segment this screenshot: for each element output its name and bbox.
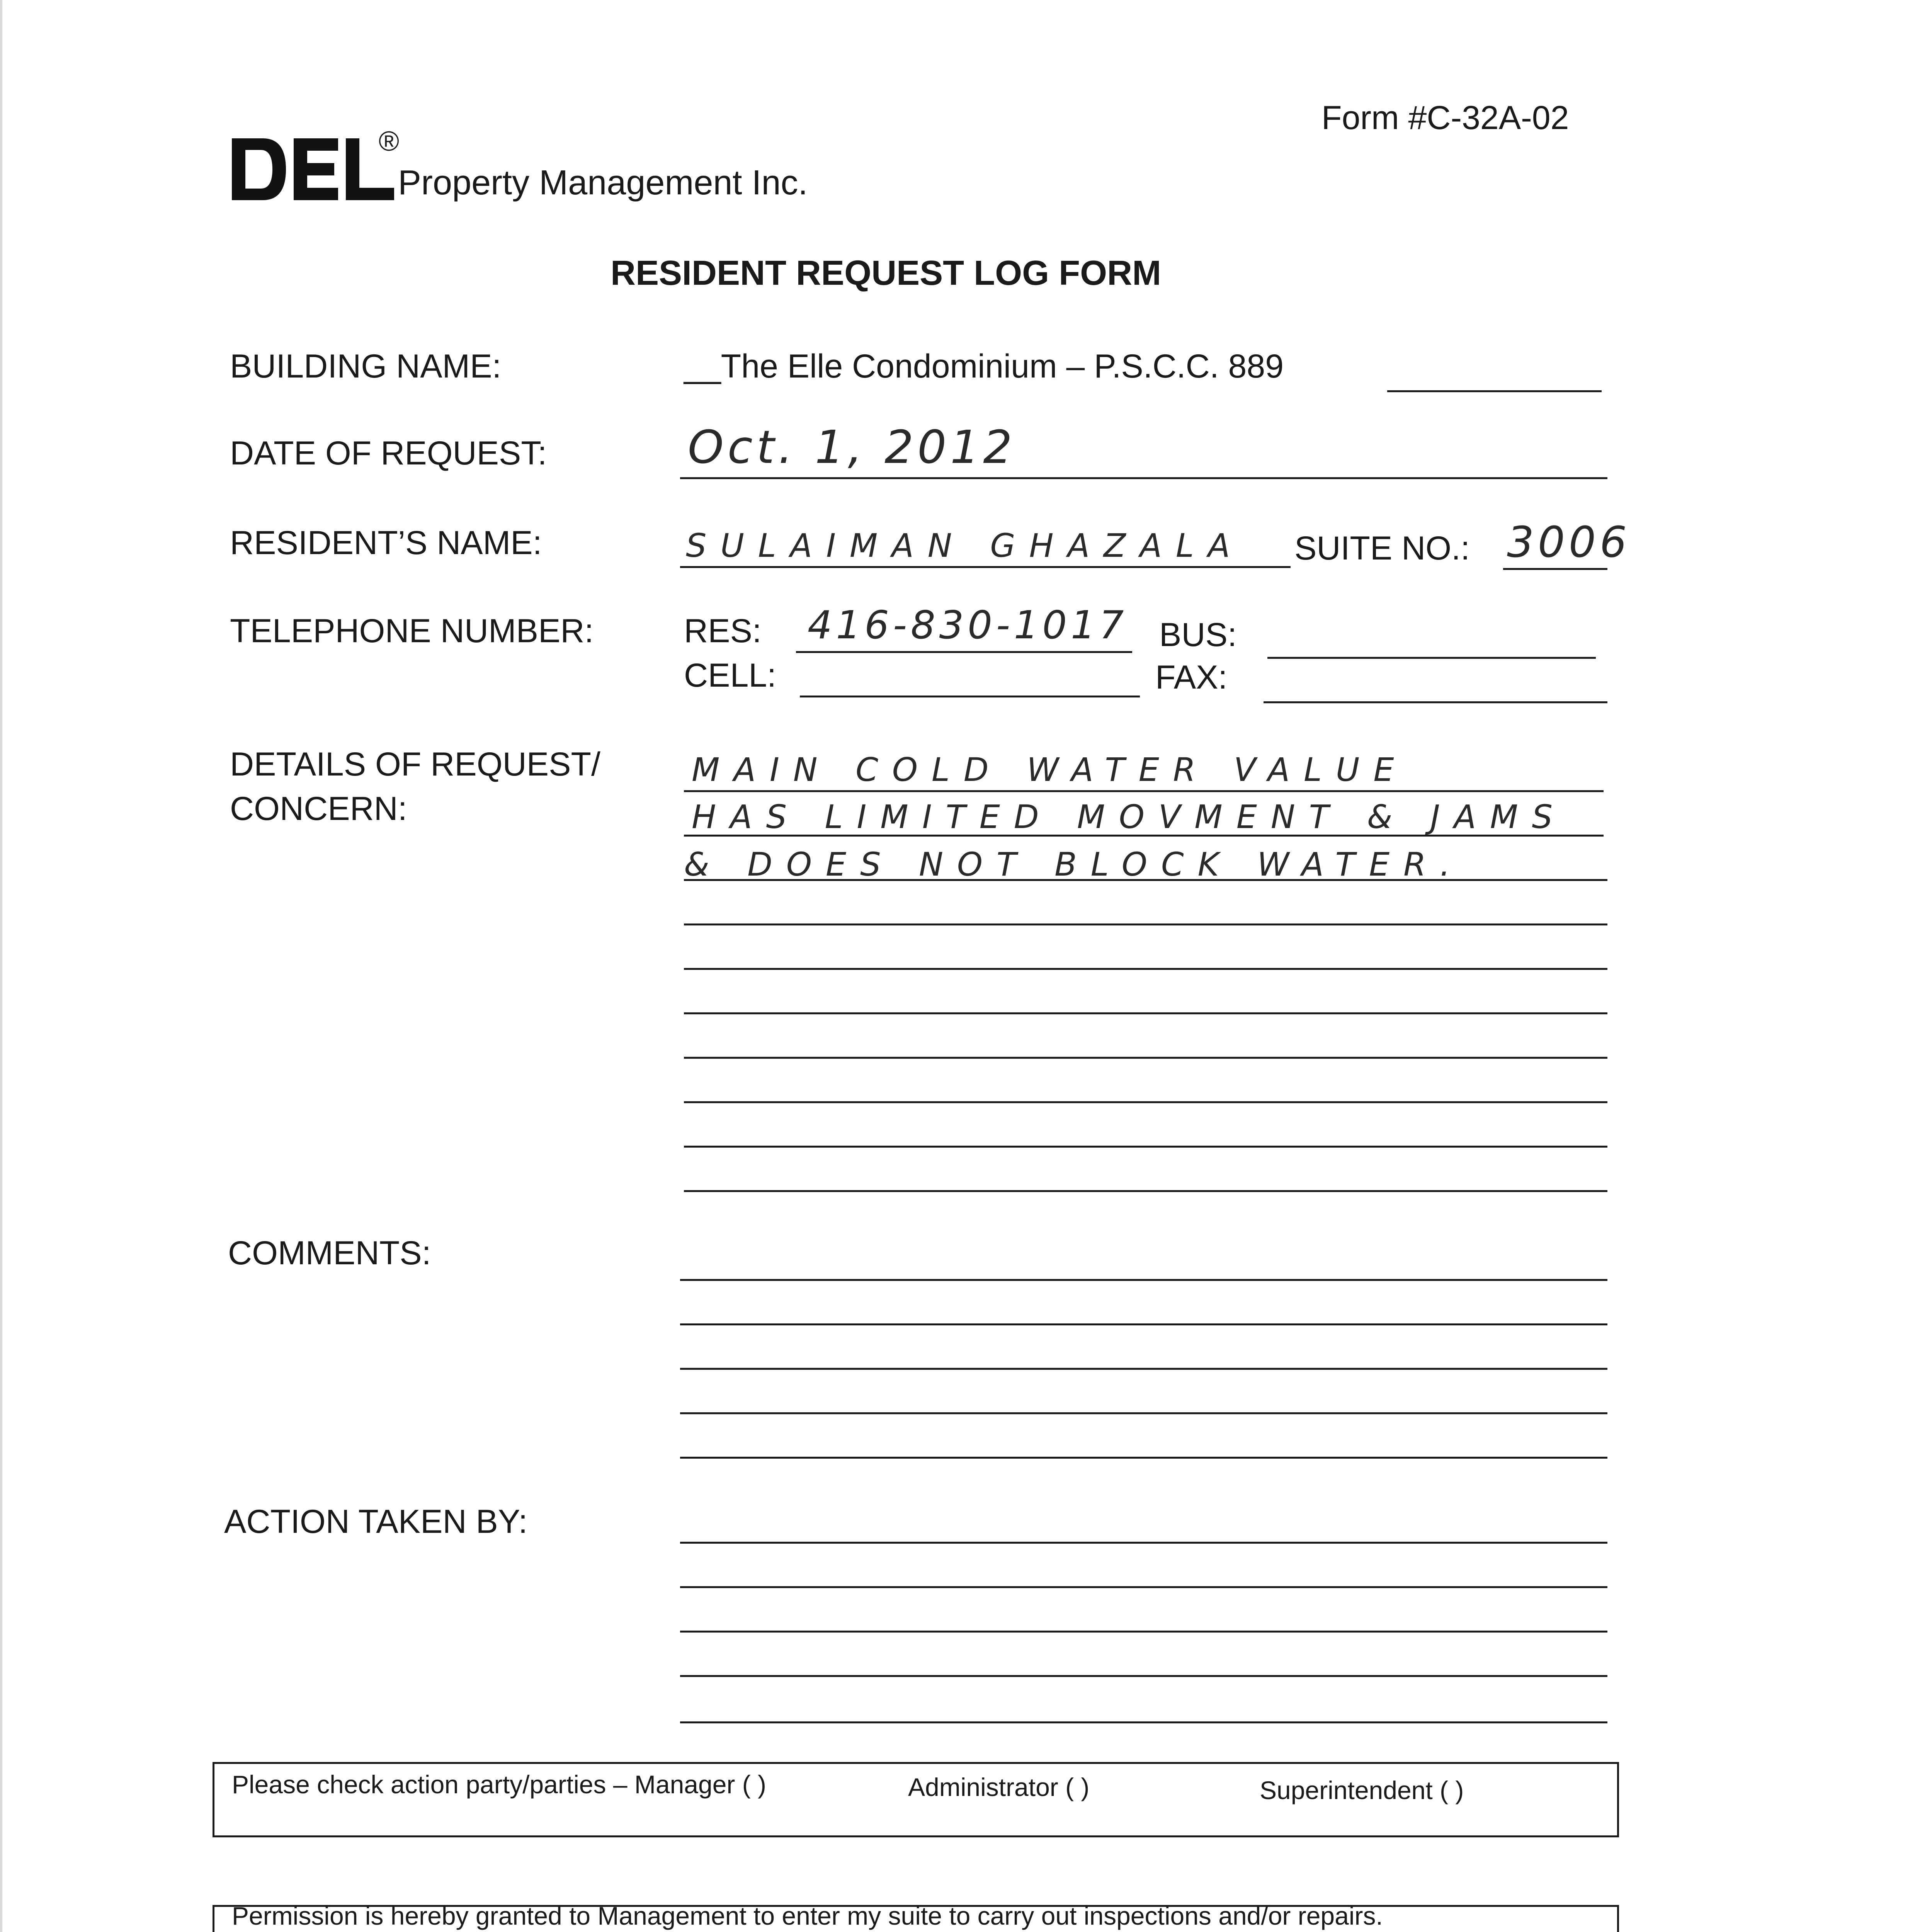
suite-no-label: SUITE NO.: [1294, 530, 1470, 567]
page-title: RESIDENT REQUEST LOG FORM [611, 254, 1162, 293]
del-logo-mark [228, 134, 398, 208]
fax-line [1264, 701, 1607, 703]
date-of-request-line [680, 477, 1607, 479]
res-phone-value[interactable]: 416-830-1017 [808, 602, 1128, 648]
details-label: DETAILS OF REQUEST/ [230, 746, 600, 783]
res-phone-line [796, 651, 1132, 653]
suite-no-line [1503, 568, 1607, 570]
company-logo [228, 128, 885, 213]
res-label: RES: [684, 612, 762, 650]
building-name-line [1387, 390, 1602, 392]
comments-rule [680, 1457, 1607, 1459]
comments-rule [680, 1368, 1607, 1370]
details-rule [684, 835, 1604, 837]
bus-label: BUS: [1159, 616, 1237, 653]
details-line-2[interactable]: HAS LIMITED MOVMENT & JAMS [692, 798, 1566, 836]
building-name-value: __The Elle Condominium – P.S.C.C. 889 [684, 348, 1284, 385]
permission-text: Permission is hereby granted to Management to enter my suite to carry out inspections and/or repairs. [232, 1901, 1383, 1930]
fax-label: FAX: [1155, 659, 1228, 696]
resident-name-value[interactable]: SULAIMAN GHAZALA [686, 527, 1244, 565]
comments-rule [680, 1323, 1607, 1325]
details-rule [684, 968, 1607, 970]
details-rule [684, 1101, 1607, 1103]
concern-label: CONCERN: [230, 790, 407, 827]
action-rule [680, 1586, 1607, 1588]
cell-label: CELL: [684, 657, 777, 694]
comments-rule [680, 1412, 1607, 1414]
date-of-request-label: DATE OF REQUEST: [230, 435, 547, 472]
action-taken-label: ACTION TAKEN BY: [224, 1503, 528, 1540]
scan-edge [0, 0, 2, 1932]
administrator-option[interactable]: Administrator ( ) [908, 1773, 1090, 1801]
date-of-request-value[interactable]: Oct. 1, 2012 [688, 420, 1016, 474]
action-rule [680, 1631, 1607, 1633]
details-rule [684, 879, 1607, 881]
superintendent-option[interactable]: Superintendent ( ) [1260, 1776, 1464, 1804]
action-party-text: Please check action party/parties – Manager ( ) [232, 1770, 767, 1799]
action-rule [680, 1542, 1607, 1544]
form-number: Form #C-32A-02 [1321, 99, 1569, 136]
resident-name-label: RESIDENT’S NAME: [230, 524, 542, 561]
company-name: Property Management Inc. [398, 163, 808, 202]
details-rule [684, 790, 1604, 792]
details-rule [684, 923, 1607, 925]
telephone-label: TELEPHONE NUMBER: [230, 612, 594, 650]
comments-rule [680, 1279, 1607, 1281]
registered-mark: ® [379, 126, 400, 157]
action-rule [680, 1675, 1607, 1677]
details-rule [684, 1057, 1607, 1059]
details-rule [684, 1146, 1607, 1148]
comments-label: COMMENTS: [228, 1235, 431, 1272]
action-rule [680, 1721, 1607, 1723]
suite-no-value[interactable]: 3006 [1507, 517, 1631, 567]
details-rule [684, 1190, 1607, 1192]
bus-phone-line [1267, 657, 1596, 659]
building-name-label: BUILDING NAME: [230, 348, 502, 385]
cell-phone-line [800, 696, 1140, 697]
resident-name-line [680, 566, 1291, 568]
details-rule [684, 1012, 1607, 1014]
details-line-1[interactable]: MAIN COLD WATER VALUE [692, 751, 1408, 789]
details-line-3[interactable]: & DOES NOT BLOCK WATER. [684, 845, 1464, 883]
